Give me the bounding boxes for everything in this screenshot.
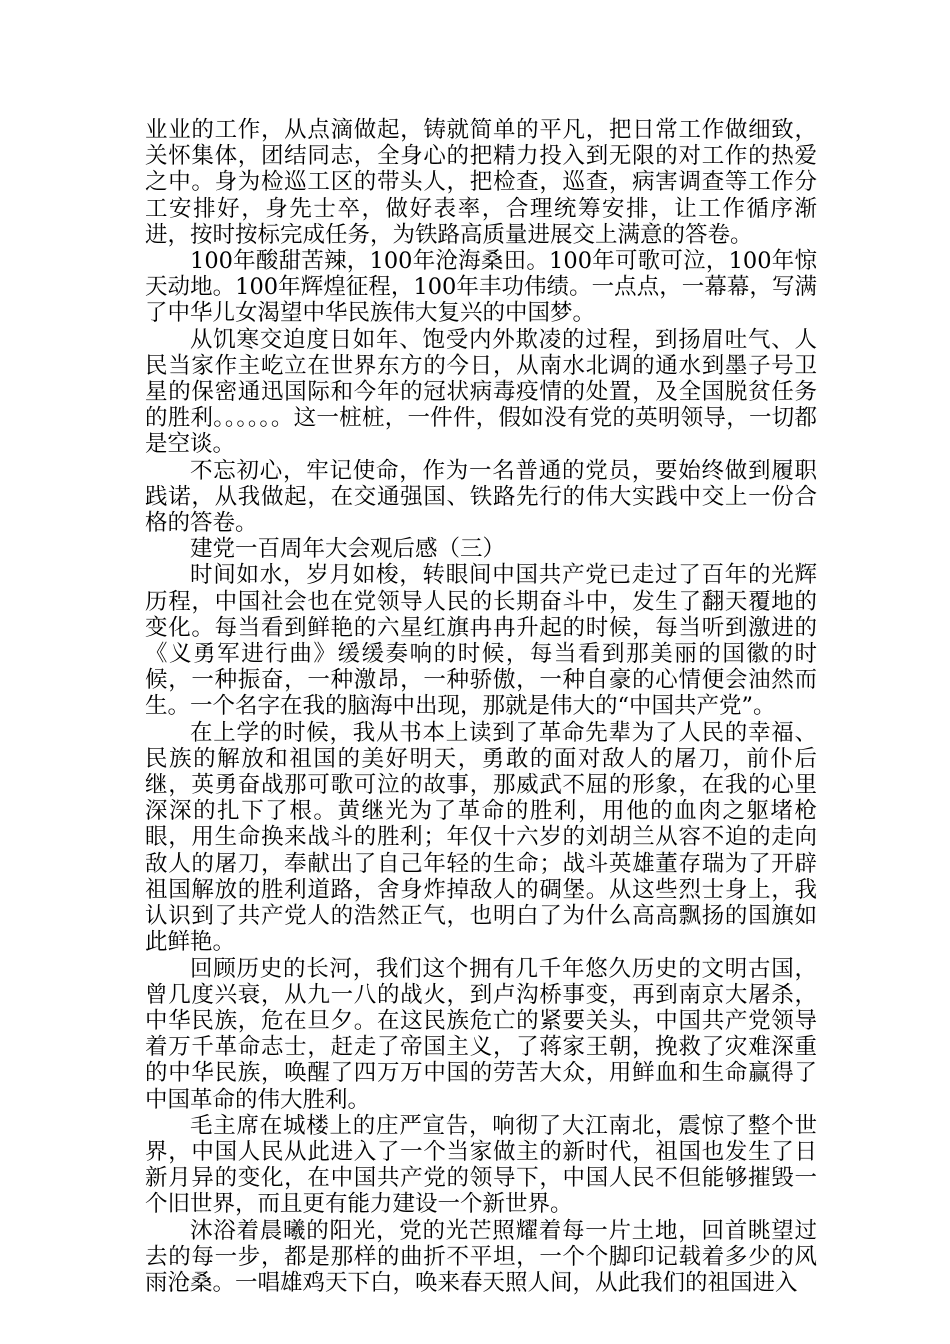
paragraph-9: 沐浴着晨曦的阳光，党的光芒照耀着每一片土地，回首眺望过去的每一步，都是那样的曲折不平坦，一个个脚印记载着多少的风雨沧桑。一唱雄鸡天下白，唤来春天照人间，从此我们的祖国进入 bbox=[145, 1217, 817, 1296]
paragraph-6: 在上学的时候，我从书本上读到了革命先辈为了人民的幸福、民族的解放和祖国的美好明天，勇敢的面对敌人的屠刀，前仆后继，英勇奋战那可歌可泣的故事，那威武不屈的形象，在我的心里深深的扎下了根。黄继光为了革命的胜利，用他的血肉之躯堵枪眼，用生命换来战斗的胜利；年仅十六岁的刘胡兰从容不迫的走向敌人的屠刀，奉献出了自己年轻的生命；战斗英雄董存瑞为了开辟祖国解放的胜利道路，舍身炸掉敌人的碉堡。从这些烈士身上，我认识到了共产党人的浩然正气，也明白了为什么高高飘扬的国旗如此鲜艳。 bbox=[145, 719, 817, 956]
paragraph-5: 时间如水，岁月如梭，转眼间中国共产党已走过了百年的光辉历程，中国社会也在党领导人民的长期奋斗中，发生了翻天覆地的变化。每当看到鲜艳的六星红旗冉冉升起的时候，每当听到激进的《义勇军进行曲》缓缓奏响的时候，每当看到那美丽的国徽的时候，一种振奋，一种激昂，一种骄傲，一种自豪的心情便会油然而生。一个名字在我的脑海中出现，那就是伟大的“中国共产党”。 bbox=[145, 562, 817, 720]
paragraph-3: 从饥寒交迫度日如年、饱受内外欺凌的过程，到扬眉吐气、人民当家作主屹立在世界东方的今日，从南水北调的通水到墨子号卫星的保密通迅国际和今年的冠状病毒疫情的处置，及全国脱贫任务的胜利。。。。。。这一桩桩，一件件，假如没有党的英明领导，一切都是空谈。 bbox=[145, 326, 817, 458]
section-heading: 建党一百周年大会观后感（三） bbox=[190, 536, 506, 563]
paragraph-7: 回顾历史的长河，我们这个拥有几千年悠久历史的文明古国，曾几度兴衰，从九一八的战火，到卢沟桥事变，再到南京大屠杀，中华民族，危在旦夕。在这民族危亡的紧要关头，中国共产党领导着万千革命志士，赶走了帝国主义，了蒋家王朝，挽救了灾难深重的中华民族，唤醒了四万万中国的劳苦大众，用鲜血和生命赢得了中国革命的伟大胜利。 bbox=[145, 955, 817, 1113]
paragraph-4: 不忘初心，牢记使命，作为一名普通的党员，要始终做到履职践诺，从我做起，在交通强国、铁路先行的伟大实践中交上一份合格的答卷。 bbox=[145, 457, 817, 537]
paragraph-2: 100年酸甜苦辣，100年沧海桑田。100年可歌可泣，100年惊天动地。100年辉煌征程，100年丰功伟绩。一点点，一幕幕，写满了中华儿女渴望中华民族伟大复兴的中国梦。 bbox=[145, 248, 817, 327]
paragraph-1: 业业的工作，从点滴做起，铸就简单的平凡，把日常工作做细致，关怀集体，团结同志，全身心的把精力投入到无限的对工作的热爱之中。身为检巡工区的带头人，把检查，巡查，病害调查等工作分工安排好，身先士卒，做好表率，合理统筹安排，让工作循序渐进，按时按标完成任务，为铁路高质量进展交上满意的答卷。 bbox=[145, 117, 817, 248]
paragraph-8: 毛主席在城楼上的庄严宣告，响彻了大江南北，震惊了整个世界，中国人民从此进入了一个当家做主的新时代，祖国也发生了日新月异的变化，在中国共产党的领导下，中国人民不但能够摧毁一个旧世界，而且更有能力建设一个新世界。 bbox=[145, 1112, 817, 1218]
document-body bbox=[145, 117, 817, 1296]
